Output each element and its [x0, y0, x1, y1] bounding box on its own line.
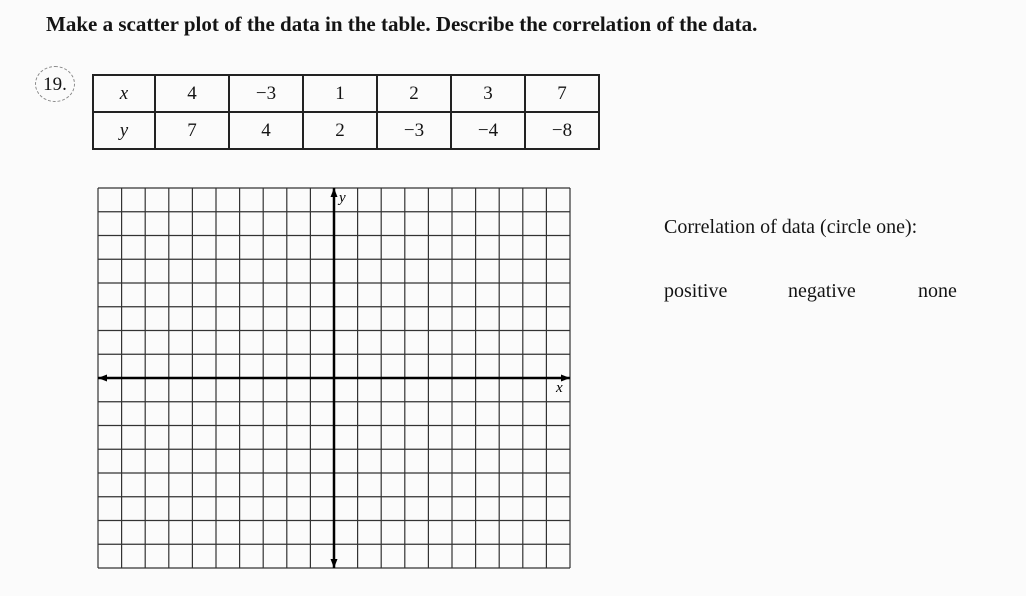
- y-axis-arrow-up: [331, 188, 338, 197]
- table-cell: 1: [303, 75, 377, 112]
- table-cell: −4: [451, 112, 525, 149]
- option-negative[interactable]: negative: [788, 280, 856, 302]
- row-label-x: x: [93, 75, 155, 112]
- x-axis-label: x: [556, 380, 563, 396]
- y-axis-label: y: [339, 190, 346, 206]
- table-cell: 2: [377, 75, 451, 112]
- problem-number: 19.: [35, 66, 75, 102]
- coordinate-grid[interactable]: [96, 186, 572, 570]
- row-label-y: y: [93, 112, 155, 149]
- option-positive[interactable]: positive: [664, 280, 728, 302]
- y-axis-arrow-down: [331, 559, 338, 568]
- table-row-x: [93, 75, 599, 112]
- table-cell: −8: [525, 112, 599, 149]
- table-row-y: [93, 112, 599, 149]
- table-cell: 7: [155, 112, 229, 149]
- table-cell: 7: [525, 75, 599, 112]
- table-cell: −3: [229, 75, 303, 112]
- data-table: [92, 74, 600, 150]
- table-cell: 4: [155, 75, 229, 112]
- coordinate-grid-wrap: [96, 186, 572, 575]
- table-cell: −3: [377, 112, 451, 149]
- table-cell: 3: [451, 75, 525, 112]
- table-cell: 2: [303, 112, 377, 149]
- instructions: Make a scatter plot of the data in the table. Describe the correlation of the data.: [46, 12, 758, 36]
- option-none[interactable]: none: [918, 280, 957, 302]
- x-axis-arrow-left: [98, 375, 107, 382]
- table-cell: 4: [229, 112, 303, 149]
- correlation-question: Correlation of data (circle one):: [664, 216, 918, 238]
